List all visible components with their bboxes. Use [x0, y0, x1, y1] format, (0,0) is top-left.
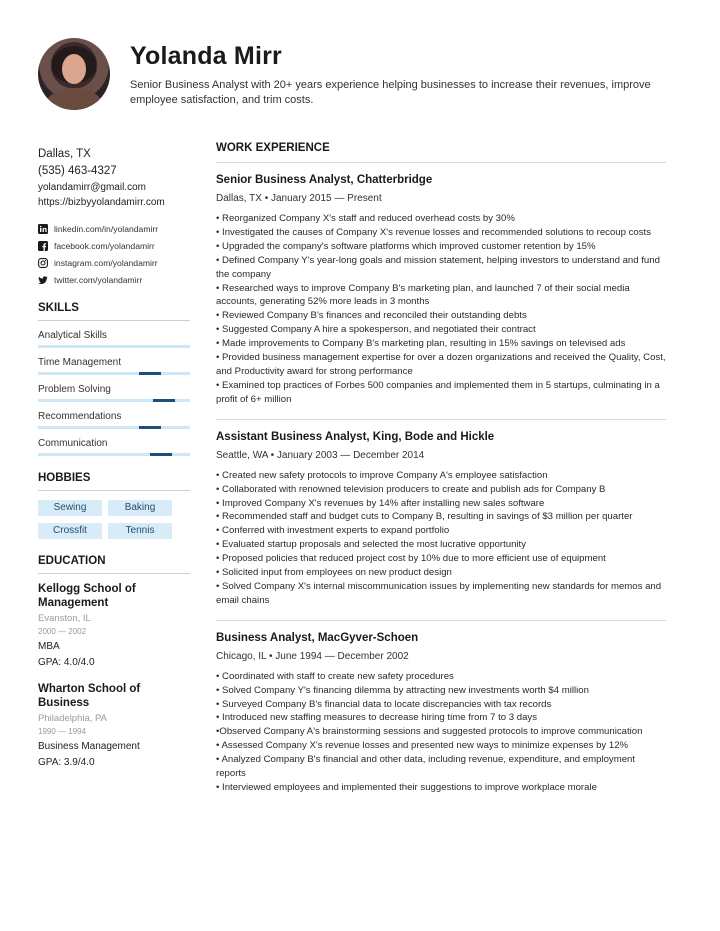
- skills-heading: SKILLS: [38, 302, 190, 321]
- skill-level-mark: [150, 453, 172, 456]
- job-bullet: • Evaluated startup proposals and selected the most lucrative opportunity: [216, 539, 527, 551]
- hobby-chip: Crossfit: [38, 523, 102, 539]
- job-bullet: • Coordinated with staff to create new safety procedures: [216, 670, 454, 682]
- main-column: [216, 142, 666, 795]
- instagram-icon: [38, 258, 48, 268]
- job-bullet: • Conferred with investment experts to expand portfolio: [216, 525, 450, 537]
- skill-bar: [38, 345, 190, 348]
- skill-item: [38, 329, 190, 348]
- social-linkedin-text: linkedin.com/in/yolandamirr: [54, 223, 159, 234]
- contact-website: https://bizbyyolandamirr.com: [38, 197, 165, 208]
- social-links: [38, 220, 190, 288]
- degree: Business Management: [38, 741, 140, 752]
- skill-bar: [38, 453, 190, 456]
- job-bullets: [216, 670, 666, 795]
- job-meta: Chicago, IL • June 1994 — December 2002: [216, 650, 409, 662]
- job-bullets: [216, 212, 666, 407]
- school-location: Evanston, IL: [38, 613, 91, 624]
- hobbies-list: [38, 500, 190, 539]
- job-bullet: • Improved Company X's revenues by 14% after installing new sales software: [216, 497, 545, 509]
- school-name: Wharton School of Business: [38, 683, 141, 709]
- job-bullet: • Examined top practices of Forbes 500 companies and implemented them in 5 startups, culminating in a profit of 6+ million: [216, 379, 660, 405]
- job-bullet: • Introduced new staffing measures to decrease hiring time from 7 to 3 days: [216, 712, 538, 724]
- job-bullet: • Upgraded the company's software platforms which improved customer retention by 15%: [216, 240, 596, 252]
- twitter-icon: [38, 275, 48, 285]
- profile-summary: Senior Business Analyst with 20+ years experience helping businesses to increase their revenues, improve employee satisfaction, and trim costs.: [130, 79, 651, 106]
- skill-bar: [38, 426, 190, 429]
- contact-email: yolandamirr@gmail.com: [38, 182, 146, 193]
- job-bullet: • Provided business management expertise for over a dozen organizations and received the Quality, Cost, and Productivity award for strong performance: [216, 352, 666, 377]
- work-experience-heading: WORK EXPERIENCE: [216, 142, 666, 163]
- skill-level-mark: [139, 372, 161, 375]
- education-heading: EDUCATION: [38, 555, 190, 574]
- education-entry: [38, 682, 190, 770]
- hobbies-heading: HOBBIES: [38, 472, 190, 491]
- job-bullet: • Made improvements to Company B's marketing plan, resulting in 15% savings on televised ads: [216, 338, 626, 350]
- job-bullet: • Recommended staff and budget cuts to Company B, resulting in savings of $3 million per quarter: [216, 511, 633, 523]
- school-dates: 2000 — 2002: [38, 627, 87, 636]
- contact-phone: (535) 463-4327: [38, 165, 117, 177]
- social-twitter: [38, 271, 190, 288]
- job-bullet: • Collaborated with renowned television producers to create and publish ads for Company B: [216, 483, 606, 495]
- job-bullet: • Researched ways to improve Company B's marketing plan, and launched 7 of their social media accounts, generating 52% more leads in 3 months: [216, 282, 630, 308]
- social-linkedin: [38, 220, 190, 237]
- job-bullet: • Solicited input from employees on new product design: [216, 567, 452, 579]
- job-bullet: • Defined Company Y's year-long goals and mission statement, helping investors to understand and fund the company: [216, 254, 660, 280]
- hobby-chip: Baking: [108, 500, 172, 516]
- job-bullet: • Suggested Company A hire a spokesperson, and negotiated their contract: [216, 324, 536, 336]
- job-bullet: • Proposed policies that reduced project cost by 10% due to more efficient use of equipment: [216, 553, 606, 565]
- skill-item: [38, 437, 190, 456]
- job-bullet: • Surveyed Company B's financial data to locate discrepancies with tax records: [216, 698, 552, 710]
- job-bullets: [216, 469, 666, 608]
- job-bullet: • Solved Company X's internal miscommunication issues by implementing new standards for memos and email chains: [216, 580, 662, 606]
- skill-level-mark: [153, 399, 175, 402]
- education-entry: [38, 582, 190, 670]
- social-facebook: [38, 237, 190, 254]
- school-name: Kellogg School of Management: [38, 583, 136, 609]
- job-title: Assistant Business Analyst, King, Bode and Hickle: [216, 430, 495, 443]
- facebook-icon: [38, 241, 48, 251]
- job-entry: [216, 419, 666, 608]
- job-title: Senior Business Analyst, Chatterbridge: [216, 174, 433, 186]
- job-entry: [216, 620, 666, 795]
- social-facebook-text: facebook.com/yolandamirr: [54, 240, 155, 251]
- skill-bar: [38, 372, 190, 375]
- gpa: GPA: 3.9/4.0: [38, 757, 95, 768]
- school-dates: 1990 — 1994: [38, 727, 87, 736]
- skill-label: Communication: [38, 438, 108, 449]
- skill-level-mark: [139, 426, 161, 429]
- linkedin-icon: [38, 224, 48, 234]
- skill-item: [38, 410, 190, 429]
- job-bullet: • Reorganized Company X's staff and reduced overhead costs by 30%: [216, 213, 515, 224]
- degree: MBA: [38, 641, 60, 652]
- contact-location: Dallas, TX: [38, 148, 91, 160]
- skill-label: Time Management: [38, 357, 121, 368]
- job-bullet: • Solved Company Y's financing dilemma by attracting new investments worth $4 million: [216, 684, 589, 696]
- job-meta: Seattle, WA • January 2003 — December 2014: [216, 449, 425, 461]
- skill-item: [38, 383, 190, 402]
- job-title: Business Analyst, MacGyver-Schoen: [216, 631, 419, 644]
- resume-header: [38, 38, 678, 112]
- sidebar: [38, 146, 190, 770]
- jobs-list: [216, 173, 666, 795]
- hobby-chip: Tennis: [108, 523, 172, 539]
- skill-label: Analytical Skills: [38, 330, 107, 341]
- skill-label: Problem Solving: [38, 384, 111, 395]
- social-twitter-text: twitter.com/yolandamirr: [54, 274, 143, 285]
- job-bullet: • Investigated the causes of Company X's revenue losses and recommended solutions to recoup costs: [216, 226, 652, 238]
- school-location: Philadelphia, PA: [38, 713, 108, 724]
- social-instagram-text: instagram.com/yolandamirr: [54, 257, 158, 268]
- skill-label: Recommendations: [38, 411, 122, 422]
- skills-list: [38, 329, 190, 456]
- candidate-name: Yolanda Mirr: [130, 42, 282, 70]
- social-instagram: [38, 254, 190, 271]
- skill-bar: [38, 399, 190, 402]
- job-meta: Dallas, TX • January 2015 — Present: [216, 193, 382, 204]
- job-bullet: • Reviewed Company B's finances and reconciled their outstanding debts: [216, 310, 527, 322]
- job-bullet: •Observed Company A's brainstorming sessions and suggested protocols to improve communication: [216, 726, 643, 738]
- avatar: [38, 38, 110, 110]
- job-bullet: • Analyzed Company B's financial and other data, including revenue, expenditure, and employment reports: [216, 754, 636, 780]
- job-bullet: • Created new safety protocols to improve Company A's employee satisfaction: [216, 469, 548, 481]
- gpa: GPA: 4.0/4.0: [38, 657, 95, 668]
- skill-item: [38, 356, 190, 375]
- job-entry: [216, 173, 666, 407]
- job-bullet: • Assessed Company X's revenue losses and presented new ways to minimize expenses by 12%: [216, 740, 629, 752]
- hobby-chip: Sewing: [38, 500, 102, 516]
- job-bullet: • Interviewed employees and implemented their suggestions to improve workplace morale: [216, 782, 597, 793]
